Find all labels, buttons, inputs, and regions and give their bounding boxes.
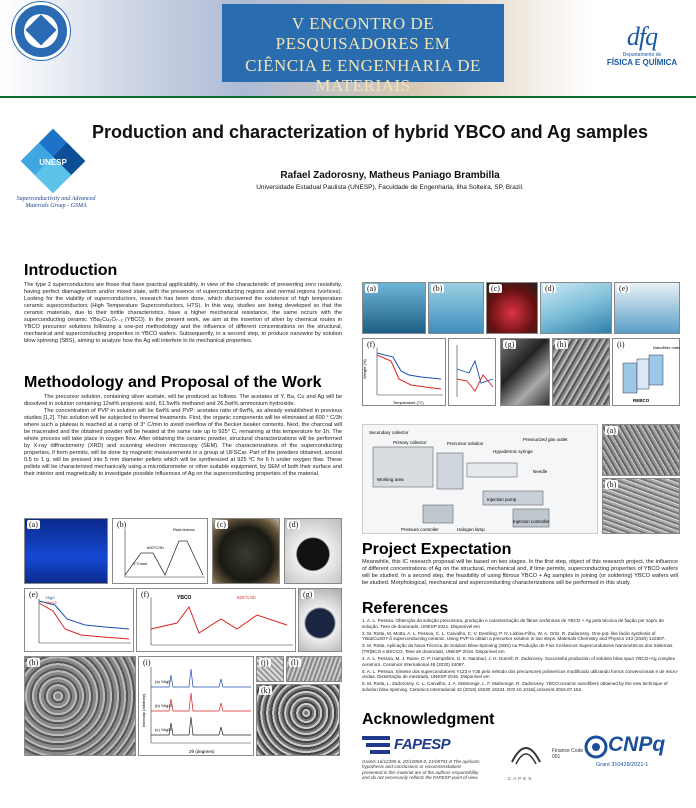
tga-legend-yag0: YAg0 [45,595,55,600]
sem-panel-h [552,338,610,406]
reference-item: 4. A. L. Pessoa, M. J. Raine, D. P. Hampshire, D. K. Namburi, J. H. Durrell, R. Zadorosny. Successful production of solution blow spun YBCO+Ag complex ceramics. Ceramics International 46 (2020) 24097. [362,656,675,667]
group-logo-text: UNESP [39,158,67,167]
event-line2: CIÊNCIA E ENGENHARIA DE MATERIAIS [245,56,481,95]
sbs-label-needle: Needle [533,469,548,474]
sbs-label-injection-controller: Injection controller [513,519,550,524]
figure-label: (c) [217,520,226,529]
sbs-sem-panel-b [602,478,680,534]
figure-label: (f) [141,590,149,599]
figure-label: (e) [29,590,38,599]
reference-list [362,618,680,694]
header-banner [0,0,696,116]
bottom-photo-c [212,518,280,584]
capes-logo-mark [504,732,548,774]
tga-plot-panel [362,338,446,406]
capes-wordmark: CAPES [508,776,534,781]
thermal-ramp-panel [112,518,208,584]
bottom-sem-k [256,684,340,756]
tga-x-label: Temperature (°C) [393,400,424,405]
cnpq-wordmark: CNPq [608,733,666,756]
sbs-label-injection-pump: Injection pump [487,497,517,502]
ramp-temp-label: 600°C/3h [147,545,164,550]
figure-label: (g) [505,340,515,349]
dsc-bottom-panel [136,588,296,652]
reference-item: 2. M. Rotta, M. Motta, A. L. Pessoa, C. L. Carvalho, C. V. Deimling, P. N. Lisboa-Filho, W. A. Ortiz, R. Zadorosny. One-pot- like facile synthesis of YBa2Cu3O7-δ superconducting ceramic. Using PVP to obtain a precursor solution in two steps. Materials Chemistry and Physics 243 (2020) 122607. [362,630,666,642]
fapesp-grant-text: Grants 16/12390-6, 20/10058-0, 21/08791-8 The opinions, hypothesis and conclusions or recommendations presented in this material are of the authors responsibility and do not necessarily reflects the FAPESP point of view. [362,759,481,781]
ramp-legend: Rota teórica [173,527,195,532]
bottom-tga-panel [24,588,134,652]
figure-label: (a) [607,426,616,435]
event-title-box [222,4,504,116]
sem-panel-g [500,338,550,406]
xrd-sample-a: (a) YAg0 [155,679,171,684]
event-dates: 22 A 26 DE AGOSTO [309,105,417,116]
cnpq-grant: Grant 310428/2021-1 [596,762,649,768]
tga-legend-yag15: YAg15 [45,600,57,605]
nanofiber-diagram-panel [612,338,680,406]
bottom-sem-h [24,656,136,756]
dsc-temp-label: 925°C/1h [237,595,256,600]
xrd-plot [139,657,255,757]
bottom-photo-a [24,518,108,584]
sbs-label-precursor: Precursor solution [447,441,484,446]
event-line1: V ENCONTRO DE PESQUISADORES EM [275,14,451,53]
figure-label: (f) [367,340,375,349]
sbs-label-primary-collector: Primary collector [393,440,427,445]
dsc-plot-panel [448,338,496,406]
header-divider [0,96,696,98]
methodology-paragraph-2: The concentration of PVP in solution will be 6wt% and PVP: acetates ratio of 6wt%, as already established in previous studies [1,2]. This solution will be subjected to thermal treatments. First, the organic components will be eliminated at 600 ° C/3h where such a plateau is reached at a ramp of 3° C/min to avoid overflow of the Becker beaker contents. Next, the charcoal will be macerated and the obtained powder will be heated at the same rate up to 925° C, remaining at this temperature for 1h. The whole process will take place in oxygen flow. After obtaining the ceramic powder, structural characterizations will be performed by X-ray diffractometry (XRD) and scanning electron microscopy (SEM). The characterizations of the superconducting properties, if form permits, will be done by magnetic measurements in a group at UFSCar. Part of the powders obtained, around 0.5 to 1 g, will be pressed into 5 mm diameter pellets which will be synthesized at 925 ºC for 6 h under oxygen flow. These pellets will be characterized mechanically using a microdurometer or other suitable equipment, by SEM of both their surface and their interior and magnetically to investigate possible influences of Ag on the superconducting properties of the material. [24,408,342,477]
authors: Rafael Zadorosny, Matheus Paniago Brambilla [280,170,500,181]
figure-label: (b) [433,284,443,293]
figure-label: (c) [491,284,500,293]
tga-y-label: Weight (%) [362,359,367,379]
sbs-label-secondary-collector: Secondary collector [369,430,409,435]
thermal-ramp-plot [113,519,209,585]
reference-item: 1. A. L. Pessoa, Obtenção da solução precursora, produção e caracterização de fibras cerâmicas de YBCO + Ag pela técnica de fiação por sopro de solução. Tese de doutorado, UNESP 2021. Disponível em [362,618,664,629]
methodology-heading: Methodology and Proposal of the Work [24,374,322,391]
sbs-label-gas-outlet: Pressurized gas outlet [523,437,568,442]
dfq-logo [600,22,684,90]
figure-label: (e) [619,284,628,293]
figure-label: (h) [29,658,39,667]
photo-panel-b [428,282,484,334]
xrd-panel [138,656,254,756]
figure-label: (d) [289,520,299,529]
bottom-photo-d [284,518,342,584]
bottom-photo-g [298,588,342,652]
capes-finance-code: Finance Code 001 [552,748,584,760]
poster-title: Production and characterization of hybrid YBCO and Ag samples [91,122,649,142]
figure-label: (b) [117,520,127,529]
acknowledgment-heading: Acknowledgment [362,711,495,728]
photo-panel-d [540,282,612,334]
figure-label: (b) [607,480,617,489]
ramp-rate-label: 1°C/min [133,561,148,566]
figure-label: (i) [143,658,151,667]
figure-label: (d) [545,284,555,293]
sbs-label-pressure-controller: Pressure controller [401,527,439,532]
sbs-sem-panel-a [602,424,680,476]
bottom-tga-plot [25,589,135,653]
xrd-sample-b: (b) YAg15 [155,703,173,708]
dsc-plot [449,339,497,407]
methodology-paragraph-1: The precursor solution, containing silver acetate, will be produced as follows. The acetates of Y, Ba, Cu and Ag will be dissolved in solution containing 12wt% propionic acid, 61.5wt% methanol and 26.5wt% ammonium hydroxide. [24,394,342,407]
affiliation: Universidade Estadual Paulista (UNESP), Faculdade de Engenharia, Ilha Solteira, SP, Brazil. [256,184,524,191]
xrd-sample-c: (c) YAg30 [155,727,173,732]
figure-label: (a) [367,284,376,293]
figure-label: (g) [303,590,313,599]
reference-item: 5. A. L. Pessoa, Síntese dos supercondutores Y123 e Y35 pelo método dos precursores poliméricos modificado utilizando fornos convencionais e de micro-ondas. Dissertação de mestrado, UNESP 2016. Disponível em [362,668,679,680]
dfq-subtitle: Departamento de [622,52,662,58]
references-heading: References [362,600,449,617]
dsc-bottom-plot [137,589,297,653]
xrd-y-label: Intensity (arbitrary) [141,693,146,727]
reference-item: 3. M. Rotta, Aplicação da Nova Técnica de Solution Blow-Spinning (SBS) na Produção de Fios Cerâmicos Supercondutores Nanométricos dos Sistemas (TR)BCO e BSCCO. Tese de doutorado, UNESP 2018. Disponível em [362,643,673,654]
sbs-label-working-area: Working area [377,477,404,482]
unesp-seal-logo [12,2,70,60]
photo-panel-e [614,282,680,334]
sbs-apparatus-figure [362,424,598,534]
photo-panel-c [486,282,538,334]
introduction-heading: Introduction [24,262,118,279]
dfq-mark: dfq [626,22,658,51]
tga-plot [363,339,447,407]
figure-label: (j) [261,658,269,667]
project-heading: Project Expectation [362,541,512,558]
nanofiber-label: Nanofiber mats [653,345,681,350]
dfq-department: FÍSICA E QUÍMICA [606,58,678,67]
nanofiber-diagram [613,339,681,407]
sbs-label-halogen-lamp: Halogen lamp [457,527,485,532]
figure-label: (a) [29,520,38,529]
dsc-title: YBCO [177,595,192,601]
reference-item: 6. M. Rotta, L. Zadorosny, C. L. Carvalho, J. A. Malmonge, L. F. Malmonge, R. Zadorosny. YBCO ceramic nanofibers obtained by the new technique of solution blow spinning. Ceramics International 42 (2016) 16230 16234. DOI 10.1016/j.ceramint.2016.07.152. [362,681,668,693]
figure-label: (l) [291,658,299,667]
group-name: Superconductivity and Advanced Materials Group - GSMA [16,196,96,209]
rebco-label: REBCO [633,398,650,403]
bottom-sem-l [286,656,342,682]
sbs-apparatus-diagram [363,425,599,535]
sbs-label-syringe: Hypodermic syringe [493,449,533,454]
bottom-sem-j [256,656,284,682]
fapesp-wordmark: FAPESP [394,736,451,753]
project-text: Meanwhile, this IC research proposal will be based on two stages. In the first step, object of this research project, the influence of different concentrations of Ag on the structural, mechanical and, if time permits, superconducting properties of YBCO wafers will be studied. In a second step, the feasibility of using fibrous YBCO + Ag samples in joining (or soldering) YBCO wafers will be studied. Morphological, mechanical and superconducting characterizations will be performed in this study. [362,559,678,586]
xrd-x-label: 2θ (degrees) [189,749,215,754]
cnpq-logo-mark [584,735,608,759]
photo-panel-a [362,282,426,334]
introduction-text: The type 2 superconductors are those that have practical applicability, in view of the characteristic of presenting zero resistivity, having perfect diamagnetism and/or mixed state, with the presence of superconducting regions and normal regions (vortices). Looking for the viability of superconductors, research has been done, which discovered the existence of high temperature ceramic superconductors (High Temperature Superconductors, HTS). In this way, studies are being developed so that the ceramic materials, due to their brittle characteristics, have a higher mechanical resistance, the same occurs with the superconducting ceramic YBa₂Cu₃O₇₋ₓ (YBCO). In the present work, we aim at the insertion of silver by chemical routes in YBCO precursor solutions following a one-pot methodology and the influence of different concentrations on the structural, mechanical and superconducting properties in YBCO wafers. Subsequently, in a second step, to produce nanowire by solution blow spinning (SBS), aiming to analyze how the Ag will interfere in its mechanical properties. [24,282,342,344]
figure-label: (i) [617,340,625,349]
figure-label: (k) [261,686,271,695]
figure-label: (h) [557,340,567,349]
